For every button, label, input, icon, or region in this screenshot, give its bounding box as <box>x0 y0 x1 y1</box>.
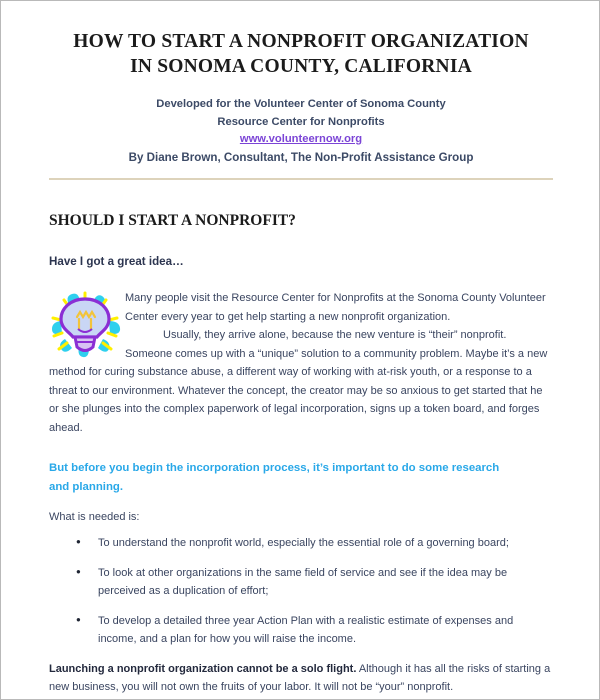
page-title <box>49 1 553 79</box>
sub-heading: Have I got a great idea… <box>49 255 184 268</box>
page-title-line-1: HOW TO START A NONPROFIT ORGANIZATION <box>73 31 529 52</box>
list-lead-in: What is needed is: <box>49 511 140 524</box>
lightbulb-icon <box>49 291 121 359</box>
closing-paragraph-rest: Although it has all the risks of starting a new business, you will not own the fruits of your labor. It will not be “your” nonprofit. <box>49 662 551 694</box>
closing-paragraph <box>49 660 553 697</box>
second-paragraph: Usually, they arrive alone, because the new venture is “their” nonprofit. Someone comes up with a “unique” solution to a community problem. Maybe it’s a new method for curing substance abuse, a different way of working with at-risk youth, or a response to a threat to our environment. Whatever the concept, the creator may be so anxious to get started that he or she plunges into the complex paperwork of legal incorporation, signs up a token board, and forges ahead. <box>49 329 548 434</box>
closing-paragraph-bold: Launching a nonprofit organization cannot be a solo flight. <box>49 662 357 675</box>
subtitle-author: By Diane Brown, Consultant, The Non-Profit Assistance Group <box>128 150 474 164</box>
highlight-callout: But before you begin the incorporation process, it’s important to do some research and planning. <box>49 462 500 493</box>
list-item: ● To look at other organizations in the same field of service and see if the idea may be perceived as a duplication of effort; <box>76 564 553 601</box>
subtitle-resource-center: Resource Center for Nonprofits <box>217 115 385 128</box>
page-title-line-2: IN SONOMA COUNTY, CALIFORNIA <box>130 56 472 77</box>
website-link[interactable]: www.volunteernow.org <box>239 133 363 145</box>
section-heading: SHOULD I START A NONPROFIT? <box>49 212 296 229</box>
intro-paragraph: Many people visit the Resource Center for Nonprofits at the Sonoma County Volunteer Center every year to get help starting a new nonprofit organization. <box>125 292 546 323</box>
requirements-list <box>49 534 553 649</box>
document-subtitle-block <box>49 96 553 166</box>
subtitle-developed-for: Developed for the Volunteer Center of Sonoma County <box>156 98 446 110</box>
intro-paragraph-block <box>49 271 553 437</box>
list-item: ● To understand the nonprofit world, especially the essential role of a governing board; <box>76 534 553 553</box>
page-content <box>49 1 553 697</box>
list-item: ● To develop a detailed three year Action Plan with a realistic estimate of expenses and income, and a plan for how you will raise the income. <box>76 612 553 649</box>
